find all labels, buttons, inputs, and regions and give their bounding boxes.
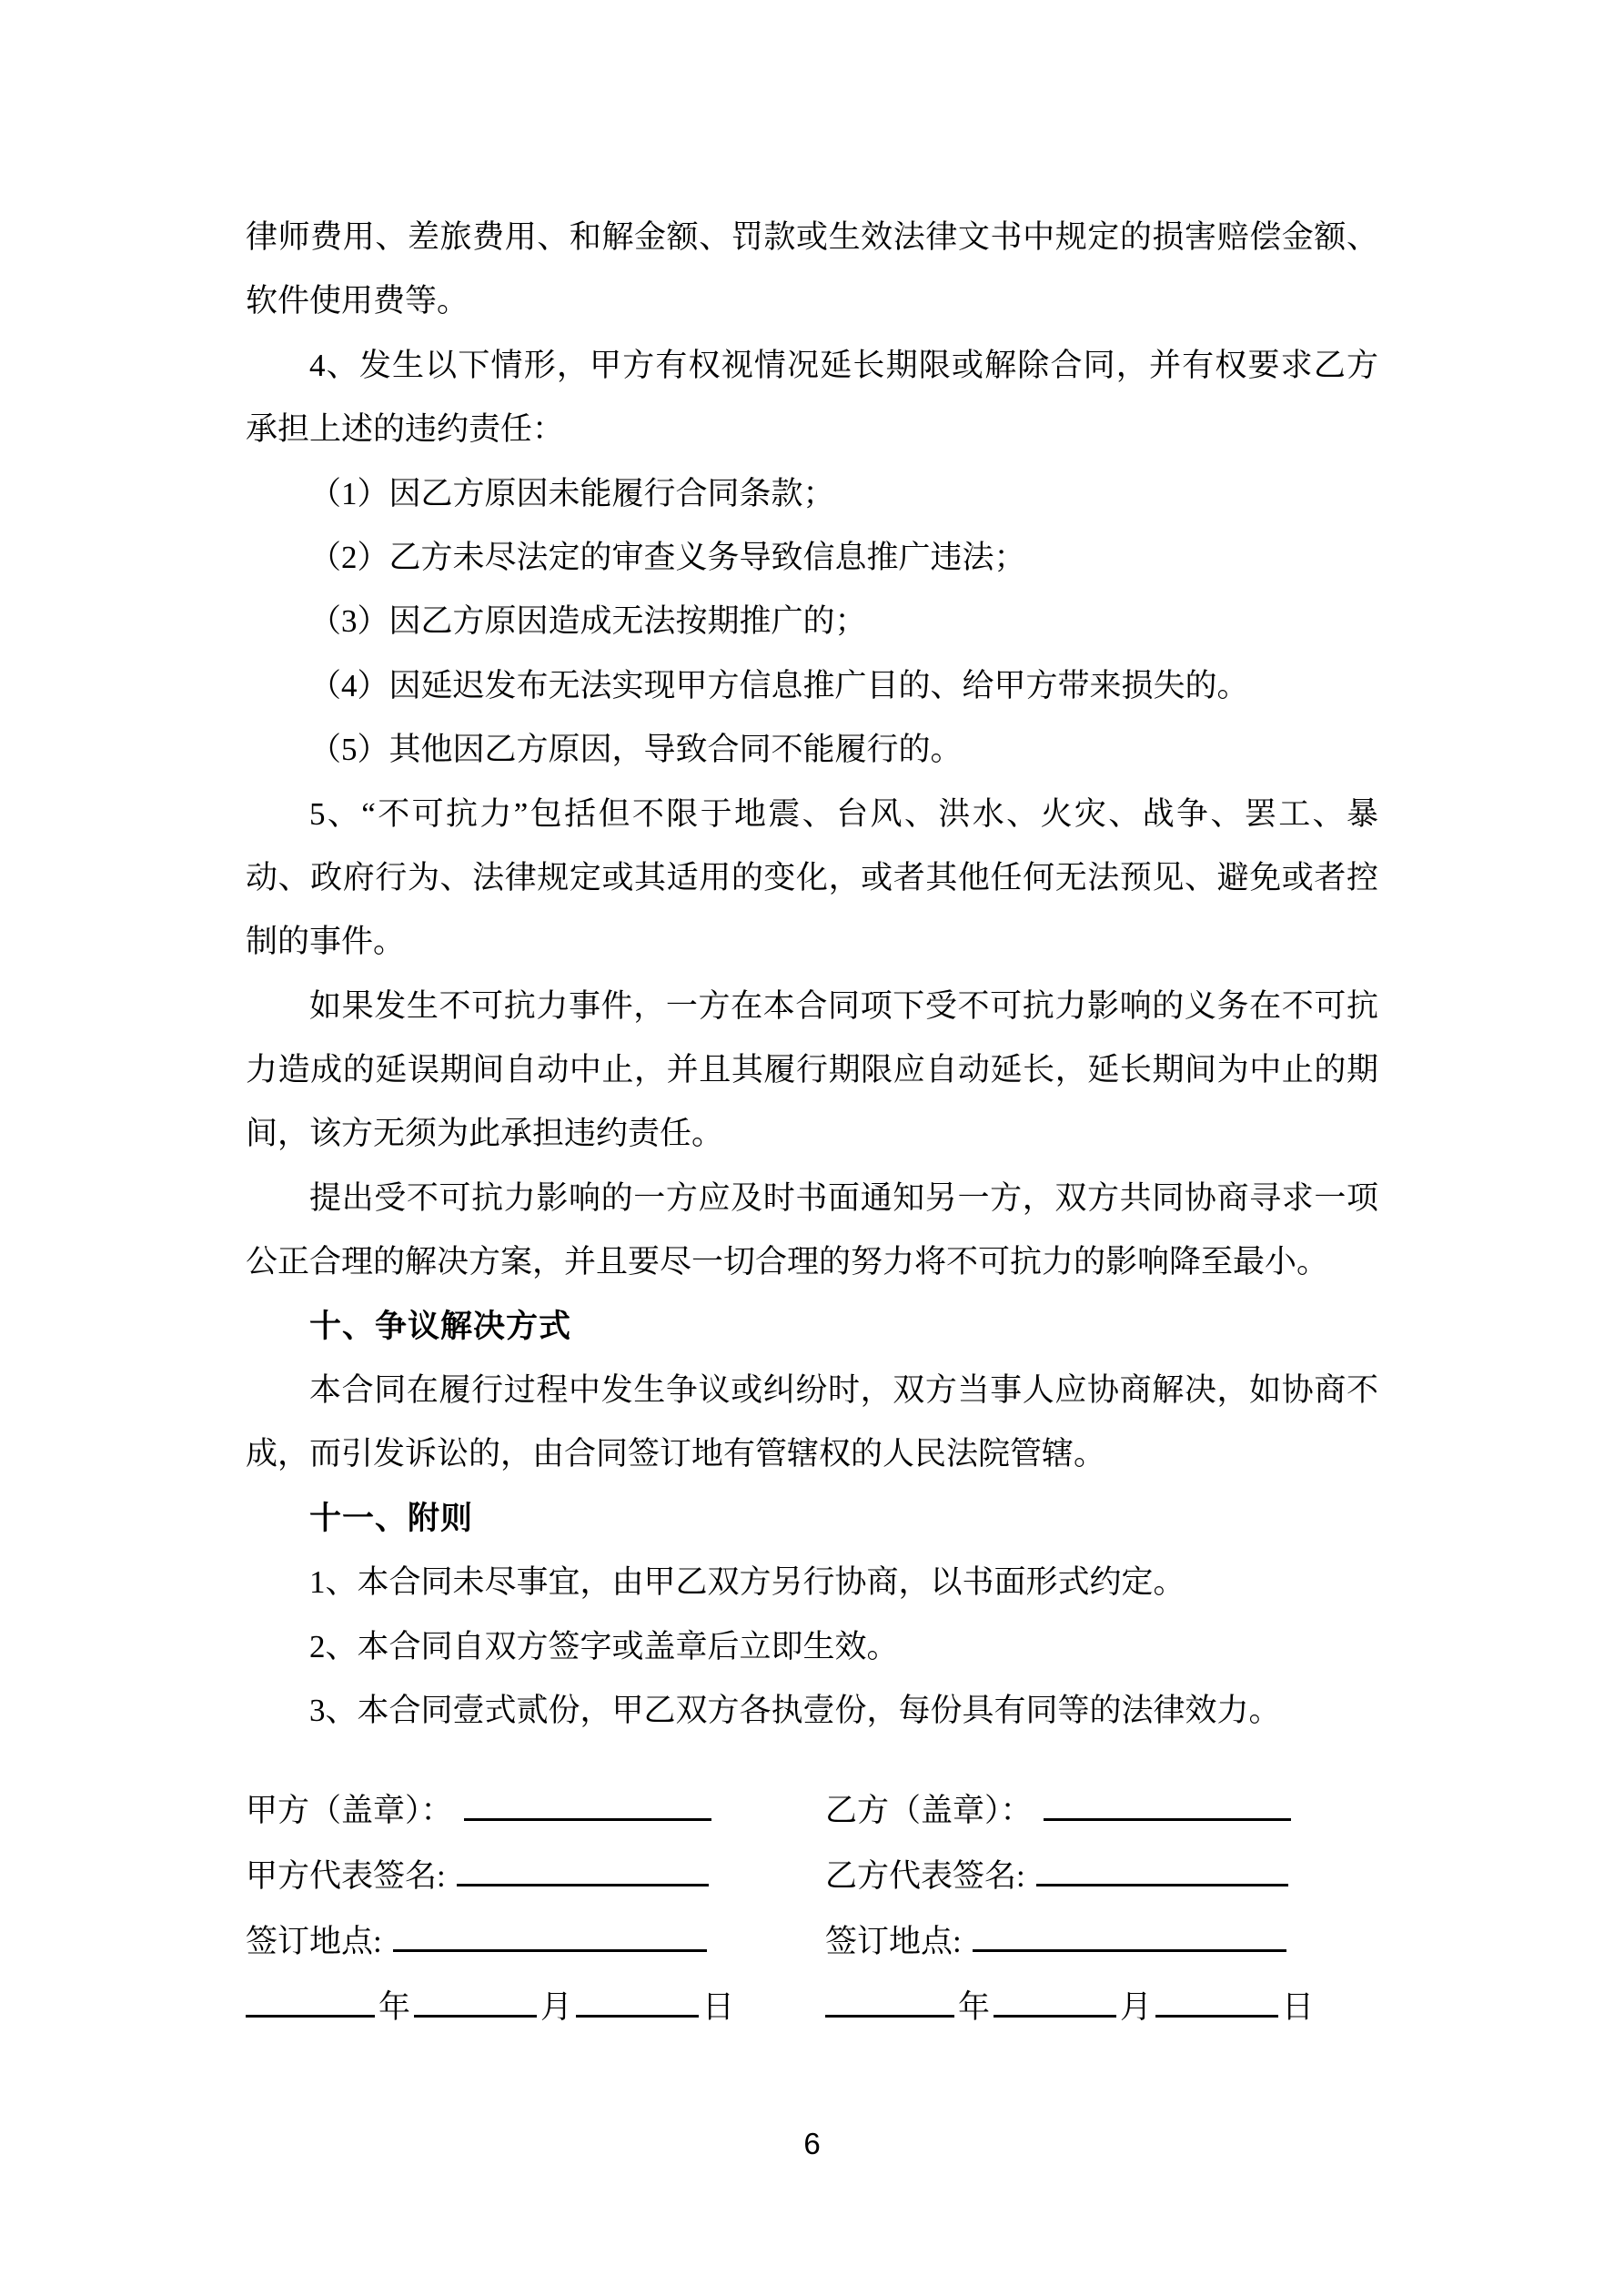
party-a-sign-blank-line xyxy=(457,1847,709,1886)
contract-line: 提出受不可抗力影响的一方应及时书面通知另一方，双方共同协商寻求一项 xyxy=(309,1179,1378,1216)
signature-block xyxy=(246,1778,1378,2040)
contract-line: 力造成的延误期间自动中止，并且其履行期限应自动延长，延长期间为中止的期 xyxy=(246,1052,1378,1088)
year-label: 年 xyxy=(378,1989,411,2025)
page-number: 6 xyxy=(803,2127,821,2160)
contract-line: 间，该方无须为此承担违约责任。 xyxy=(246,1116,724,1152)
contract-body xyxy=(246,206,1378,1743)
date-a-year-blank-line xyxy=(246,1978,375,2018)
section-heading-dispute-resolution: 十、争议解决方式 xyxy=(309,1308,572,1344)
date-b-year-blank-line xyxy=(825,1978,954,2018)
contract-line: 成，而引发诉讼的，由合同签订地有管辖权的人民法院管辖。 xyxy=(246,1436,1106,1472)
section-heading-supplementary: 十一、附则 xyxy=(309,1500,474,1536)
date-a-day-blank-line xyxy=(576,1978,699,2018)
contract-line: 公正合理的解决方案，并且要尽一切合理的努力将不可抗力的影响降至最小。 xyxy=(246,1244,1329,1280)
place-a-label: 签订地点: xyxy=(246,1924,382,1959)
date-b-day-blank-line xyxy=(1155,1978,1278,2018)
contract-line: （5）其他因乙方原因，导致合同不能履行的。 xyxy=(309,732,963,768)
party-b-sign-label: 乙方代表签名: xyxy=(825,1858,1025,1894)
party-a-seal-label: 甲方（盖章）： xyxy=(246,1793,453,1828)
contract-line: 2、本合同自双方签字或盖章后立即生效。 xyxy=(309,1628,899,1664)
party-b-seal-blank-line xyxy=(1044,1782,1291,1821)
place-b-blank-line xyxy=(973,1913,1286,1952)
contract-line: （1）因乙方原因未能履行合同条款； xyxy=(309,475,835,511)
contract-line: 制的事件。 xyxy=(246,924,406,960)
contract-line: （3）因乙方原因造成无法按期推广的； xyxy=(309,603,867,640)
month-label: 月 xyxy=(540,1989,573,2025)
contract-line: 如果发生不可抗力事件，一方在本合同项下受不可抗力影响的义务在不可抗 xyxy=(309,987,1378,1024)
contract-line: 本合同在履行过程中发生争议或纠纷时，双方当事人应协商解决，如协商不 xyxy=(309,1372,1378,1409)
signature-row-date xyxy=(246,1975,1378,2040)
date-a-month-blank-line xyxy=(414,1978,537,2018)
contract-line: 动、政府行为、法律规定或其适用的变化，或者其他任何无法预见、避免或者控 xyxy=(246,859,1378,895)
party-a-sign-label: 甲方代表签名: xyxy=(246,1858,446,1894)
day-label: 日 xyxy=(1282,1989,1315,2025)
month-label: 月 xyxy=(1120,1989,1153,2025)
party-b-sign-blank-line xyxy=(1036,1847,1288,1886)
day-label: 日 xyxy=(702,1989,735,2025)
party-a-seal-blank-line xyxy=(464,1782,711,1821)
place-a-blank-line xyxy=(393,1913,707,1952)
signature-row-sign xyxy=(246,1844,1378,1909)
date-b-month-blank-line xyxy=(994,1978,1116,2018)
year-label: 年 xyxy=(958,1989,991,2025)
contract-line: 3、本合同壹式贰份，甲乙双方各执壹份，每份具有同等的法律效力。 xyxy=(309,1692,1281,1728)
party-b-seal-label: 乙方（盖章）： xyxy=(825,1793,1033,1828)
contract-line: 承担上述的违约责任： xyxy=(246,411,565,448)
contract-line: 律师费用、差旅费用、和解金额、罚款或生效法律文书中规定的损害赔偿金额、 xyxy=(246,219,1378,255)
signature-row-seal xyxy=(246,1778,1378,1844)
contract-line: 软件使用费等。 xyxy=(246,283,469,319)
contract-line: 1、本合同未尽事宜，由甲乙双方另行协商，以书面形式约定。 xyxy=(309,1564,1185,1601)
place-b-label: 签订地点: xyxy=(825,1924,962,1959)
contract-line: 4、发生以下情形，甲方有权视情况延长期限或解除合同，并有权要求乙方 xyxy=(309,347,1378,383)
contract-line: 5、“不可抗力”包括但不限于地震、台风、洪水、火灾、战争、罢工、暴 xyxy=(309,795,1378,832)
contract-line: （4）因延迟发布无法实现甲方信息推广目的、给甲方带来损失的。 xyxy=(309,667,1249,703)
contract-line: （2）乙方未尽法定的审查义务导致信息推广违法； xyxy=(309,539,1026,575)
signature-row-place xyxy=(246,1909,1378,1975)
